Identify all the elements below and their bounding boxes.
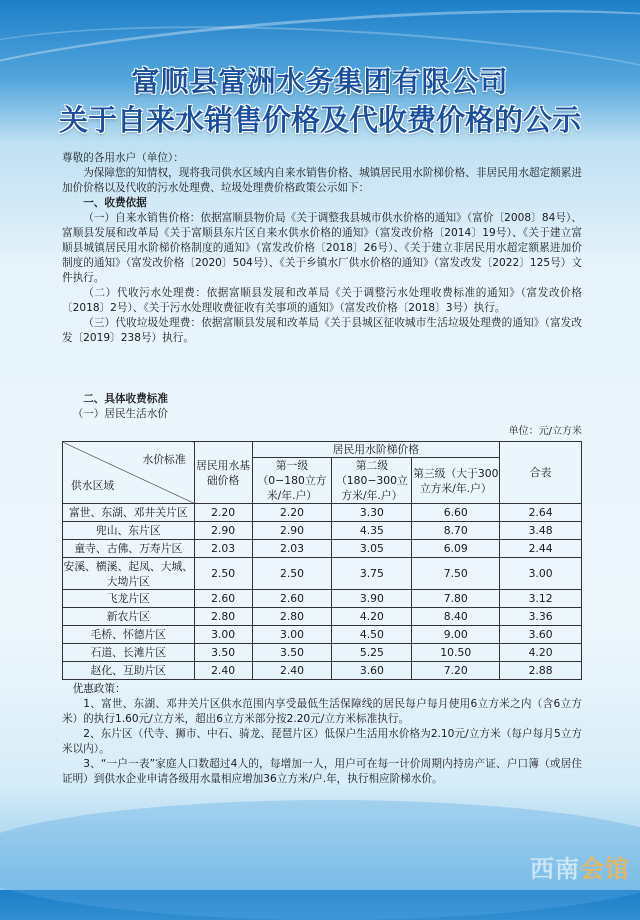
table-row	[63, 540, 582, 558]
cell-t3: 10.50	[412, 644, 500, 662]
cell-total: 4.20	[500, 644, 582, 662]
cell-base: 2.20	[194, 504, 252, 522]
table-row	[63, 558, 582, 590]
pricing-section	[62, 392, 582, 680]
intro-paragraph: 为保障您的知情权，现将我司供水区域内自来水销售价格、城镇居民用水阶梯价格、非居民用水超定额累进加价价格以及代收的污水处理费、垃圾处理费价格政策公示如下：	[62, 167, 582, 194]
greeting: 尊敬的各用水户（单位）：	[62, 152, 184, 164]
cell-t1: 2.90	[252, 522, 332, 540]
cell-t1: 2.60	[252, 590, 332, 608]
cell-t2: 5.25	[332, 644, 412, 662]
policy-item: 1、富世、东湖、邓井关片区供水范围内享受最低生活保障线的居民每户每月使用6立方米之内（含6立方米）的执行1.60元/立方米，超出6立方米部分按2.20元/立方米标准执行。	[62, 698, 582, 725]
cell-t2: 3.30	[332, 504, 412, 522]
cell-t2: 4.50	[332, 626, 412, 644]
table-row	[63, 644, 582, 662]
cell-t3: 6.09	[412, 540, 500, 558]
cell-base: 2.50	[194, 558, 252, 590]
policy-title: 优惠政策：	[72, 683, 126, 695]
price-table	[62, 441, 582, 680]
header-base-price: 居民用水基础价格	[194, 442, 252, 504]
notice-body	[62, 151, 582, 346]
section-standard-title: 二、具体收费标准	[83, 393, 168, 405]
cell-t1: 2.03	[252, 540, 332, 558]
cell-t3: 7.50	[412, 558, 500, 590]
cell-total: 3.12	[500, 590, 582, 608]
watermark-logo	[530, 849, 630, 884]
cell-t3: 7.80	[412, 590, 500, 608]
cell-t2: 3.75	[332, 558, 412, 590]
table-row	[63, 662, 582, 680]
cell-base: 2.80	[194, 608, 252, 626]
unit-label: 单位：元/立方米	[508, 426, 582, 437]
cell-t3: 8.40	[412, 608, 500, 626]
header-tier-group: 居民用水阶梯价格	[252, 442, 500, 458]
cell-t2: 3.60	[332, 662, 412, 680]
policy-section	[62, 682, 582, 787]
basis-item: （二）代收污水处理费：依据富顺县发展和改革局《关于调整污水处理收费标准的通知》（富发改价格〔2018〕2号）、《关于污水处理收费征收有关事项的通知》（富发改价格〔2018〕3号）执行。	[62, 287, 582, 314]
cell-total: 3.00	[500, 558, 582, 590]
policy-item: 2、东片区（代寺、狮市、中石、骑龙、琵琶片区）低保户生活用水价格为2.10元/立方米（每户每月5立方米以内）。	[62, 728, 582, 755]
cell-t1: 2.20	[252, 504, 332, 522]
cell-base: 2.03	[194, 540, 252, 558]
cell-base: 2.40	[194, 662, 252, 680]
cell-t1: 3.00	[252, 626, 332, 644]
cell-total: 2.64	[500, 504, 582, 522]
cell-base: 3.00	[194, 626, 252, 644]
cell-t1: 2.50	[252, 558, 332, 590]
cell-area: 石道、长滩片区	[63, 644, 195, 662]
basis-item: （一）自来水销售价格：依据富顺县物价局《关于调整我县城市供水价格的通知》（富价〔2008〕84号）、富顺县发展和改革局《关于富顺县东片区自来水供水价格的通知》（富发改价格〔2014〕19号）、《关于建立富顺县城镇居民用水阶梯价格制度的通知》（富发改价格〔2018〕26号）、《关于建立非居民用水超定额累进加价制度的通知》（富发改价格〔2020〕504号）、《关于乡镇水厂供水价格的通知》（富发改发〔2022〕125号）文件执行。	[62, 212, 582, 284]
header-tier1: 第一级（0−180立方米/年.户）	[252, 458, 332, 504]
cell-t2: 4.35	[332, 522, 412, 540]
cell-t1: 2.40	[252, 662, 332, 680]
basis-item: （三）代收垃圾处理费：依据富顺县发展和改革局《关于县城区征收城市生活垃圾处理费的通知》（富发改发〔2019〕238号）执行。	[62, 317, 582, 344]
cell-area: 兜山、东片区	[63, 522, 195, 540]
cell-area: 童寺、古佛、万寿片区	[63, 540, 195, 558]
table-row	[63, 504, 582, 522]
table-row	[63, 590, 582, 608]
cell-area: 新农片区	[63, 608, 195, 626]
table-row	[63, 608, 582, 626]
cell-base: 2.60	[194, 590, 252, 608]
notice-title: 关于自来水销售价格及代收费价格的公示	[58, 103, 581, 137]
cell-t2: 3.90	[332, 590, 412, 608]
cell-base: 2.90	[194, 522, 252, 540]
company-title: 富顺县富洲水务集团有限公司	[131, 65, 509, 98]
watermark-text-a: 西南	[530, 855, 580, 883]
cell-total: 2.88	[500, 662, 582, 680]
table-row	[63, 626, 582, 644]
cell-total: 2.44	[500, 540, 582, 558]
cell-t3: 8.70	[412, 522, 500, 540]
corner-label-price: 水价标准	[142, 453, 186, 466]
cell-t3: 7.20	[412, 662, 500, 680]
corner-label-area: 供水区域	[71, 479, 115, 492]
cell-t2: 4.20	[332, 608, 412, 626]
section-basis-title: 一、收费依据	[83, 197, 147, 209]
header-total: 合表	[500, 442, 582, 504]
header-tier3: 第三级（大于300立方米/年.户）	[412, 458, 500, 504]
subsection-title: （一）居民生活水价	[72, 408, 168, 420]
cell-t2: 3.05	[332, 540, 412, 558]
cell-area: 毛桥、怀德片区	[63, 626, 195, 644]
watermark-text-b: 会馆	[580, 855, 630, 883]
cell-area: 飞龙片区	[63, 590, 195, 608]
cell-total: 3.36	[500, 608, 582, 626]
cell-total: 3.60	[500, 626, 582, 644]
cell-total: 3.48	[500, 522, 582, 540]
cell-area: 安溪、横溪、起凤、大城、大坳片区	[63, 559, 194, 588]
cell-area: 赵化、互助片区	[63, 662, 195, 680]
cell-area: 富世、东湖、邓井关片区	[63, 504, 195, 522]
header-tier2: 第二级（180−300立方米/年.户）	[332, 458, 412, 504]
table-corner-cell	[63, 442, 195, 504]
cell-t1: 3.50	[252, 644, 332, 662]
cell-t3: 9.00	[412, 626, 500, 644]
cell-t3: 6.60	[412, 504, 500, 522]
policy-item: 3、“一户一表”家庭人口数超过4人的，每增加一人，用户可在每一计价周期内持房产证、户口簿（或居住证明）到供水企业申请各级用水量相应增加36立方米/户.年，执行相应阶梯水价。	[62, 758, 582, 785]
table-row	[63, 522, 582, 540]
cell-base: 3.50	[194, 644, 252, 662]
cell-t1: 2.80	[252, 608, 332, 626]
